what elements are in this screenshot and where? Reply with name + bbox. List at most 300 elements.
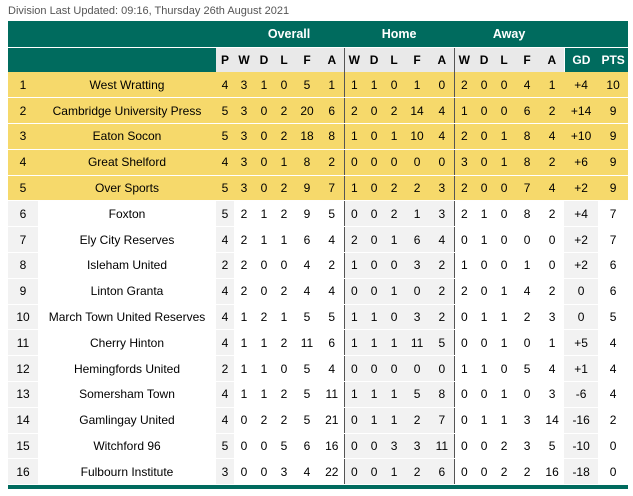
table-body	[8, 72, 628, 485]
home-l-cell: 0	[384, 72, 404, 98]
group-header-home: Home	[344, 21, 454, 48]
home-f-cell: 0	[404, 149, 430, 175]
played-cell: 4	[216, 227, 234, 253]
home-w-cell: 1	[344, 72, 364, 98]
points-cell: 9	[598, 149, 628, 175]
col-header-home-a: A	[430, 48, 454, 73]
home-f-cell: 11	[404, 330, 430, 356]
team-name-cell: Eaton Socon	[38, 124, 216, 150]
team-name-cell: Somersham Town	[38, 382, 216, 408]
home-f-cell: 3	[404, 304, 430, 330]
home-a-cell: 5	[430, 330, 454, 356]
home-l-cell: 1	[384, 278, 404, 304]
overall-f-cell: 6	[294, 433, 320, 459]
col-header-away-f: F	[514, 48, 540, 73]
table-row	[8, 356, 628, 382]
home-d-cell: 0	[364, 149, 384, 175]
home-f-cell: 2	[404, 407, 430, 433]
points-cell: 9	[598, 124, 628, 150]
home-d-cell: 0	[364, 98, 384, 124]
overall-w-cell: 3	[234, 175, 254, 201]
goal-difference-cell: +6	[564, 149, 598, 175]
played-cell: 4	[216, 278, 234, 304]
overall-f-cell: 4	[294, 459, 320, 485]
table-row	[8, 278, 628, 304]
home-a-cell: 11	[430, 433, 454, 459]
away-a-cell: 4	[540, 356, 564, 382]
away-f-cell: 8	[514, 149, 540, 175]
overall-d-cell: 0	[254, 278, 274, 304]
overall-d-cell: 0	[254, 459, 274, 485]
points-cell: 5	[598, 304, 628, 330]
position-cell: 10	[8, 304, 38, 330]
played-cell: 4	[216, 304, 234, 330]
overall-d-cell: 2	[254, 407, 274, 433]
away-f-cell: 0	[514, 330, 540, 356]
goal-difference-cell: +4	[564, 201, 598, 227]
team-name-cell: March Town United Reserves	[38, 304, 216, 330]
overall-f-cell: 4	[294, 278, 320, 304]
away-l-cell: 0	[494, 253, 514, 279]
played-cell: 5	[216, 124, 234, 150]
table-row	[8, 304, 628, 330]
overall-a-cell: 5	[320, 201, 344, 227]
away-l-cell: 1	[494, 330, 514, 356]
table-row	[8, 433, 628, 459]
home-f-cell: 5	[404, 382, 430, 408]
away-a-cell: 3	[540, 304, 564, 330]
overall-f-cell: 5	[294, 356, 320, 382]
overall-a-cell: 8	[320, 124, 344, 150]
table-row	[8, 72, 628, 98]
home-d-cell: 0	[364, 278, 384, 304]
away-f-cell: 0	[514, 227, 540, 253]
away-l-cell: 0	[494, 72, 514, 98]
points-cell: 7	[598, 227, 628, 253]
home-l-cell: 1	[384, 407, 404, 433]
home-a-cell: 6	[430, 459, 454, 485]
overall-l-cell: 2	[274, 382, 294, 408]
played-cell: 3	[216, 459, 234, 485]
played-cell: 5	[216, 175, 234, 201]
table-row	[8, 253, 628, 279]
overall-l-cell: 1	[274, 149, 294, 175]
overall-w-cell: 0	[234, 433, 254, 459]
home-f-cell: 6	[404, 227, 430, 253]
col-header-pos	[8, 48, 38, 73]
home-a-cell: 2	[430, 278, 454, 304]
away-w-cell: 0	[454, 382, 474, 408]
overall-w-cell: 2	[234, 253, 254, 279]
overall-l-cell: 2	[274, 124, 294, 150]
overall-d-cell: 0	[254, 98, 274, 124]
away-w-cell: 2	[454, 278, 474, 304]
table-row	[8, 330, 628, 356]
position-cell: 5	[8, 175, 38, 201]
col-header-overall-f: F	[294, 48, 320, 73]
points-cell: 9	[598, 175, 628, 201]
home-a-cell: 7	[430, 407, 454, 433]
goal-difference-cell: +4	[564, 72, 598, 98]
away-a-cell: 1	[540, 330, 564, 356]
away-l-cell: 1	[494, 407, 514, 433]
home-d-cell: 0	[364, 459, 384, 485]
home-w-cell: 0	[344, 459, 364, 485]
away-l-cell: 0	[494, 98, 514, 124]
home-f-cell: 3	[404, 253, 430, 279]
home-f-cell: 2	[404, 459, 430, 485]
home-d-cell: 1	[364, 407, 384, 433]
overall-a-cell: 2	[320, 149, 344, 175]
col-header-away-l: L	[494, 48, 514, 73]
played-cell: 4	[216, 72, 234, 98]
away-d-cell: 1	[474, 227, 494, 253]
overall-w-cell: 1	[234, 304, 254, 330]
overall-a-cell: 4	[320, 278, 344, 304]
position-cell: 7	[8, 227, 38, 253]
away-w-cell: 1	[454, 253, 474, 279]
col-header-pts: PTS	[598, 48, 628, 73]
home-l-cell: 2	[384, 98, 404, 124]
overall-l-cell: 1	[274, 227, 294, 253]
away-a-cell: 5	[540, 433, 564, 459]
home-l-cell: 0	[384, 304, 404, 330]
col-header-p: P	[216, 48, 234, 73]
home-l-cell: 0	[384, 253, 404, 279]
overall-a-cell: 2	[320, 253, 344, 279]
overall-d-cell: 0	[254, 253, 274, 279]
away-d-cell: 0	[474, 149, 494, 175]
home-l-cell: 1	[384, 330, 404, 356]
away-a-cell: 16	[540, 459, 564, 485]
overall-l-cell: 2	[274, 201, 294, 227]
team-name-cell: Over Sports	[38, 175, 216, 201]
overall-f-cell: 11	[294, 330, 320, 356]
goal-difference-cell: +2	[564, 175, 598, 201]
home-d-cell: 0	[364, 356, 384, 382]
home-a-cell: 3	[430, 175, 454, 201]
home-f-cell: 14	[404, 98, 430, 124]
home-w-cell: 1	[344, 175, 364, 201]
overall-a-cell: 22	[320, 459, 344, 485]
overall-f-cell: 8	[294, 149, 320, 175]
home-l-cell: 3	[384, 433, 404, 459]
away-f-cell: 4	[514, 278, 540, 304]
away-w-cell: 0	[454, 459, 474, 485]
position-cell: 16	[8, 459, 38, 485]
table-row	[8, 175, 628, 201]
home-l-cell: 1	[384, 382, 404, 408]
away-w-cell: 0	[454, 227, 474, 253]
team-name-cell: Fulbourn Institute	[38, 459, 216, 485]
home-d-cell: 1	[364, 72, 384, 98]
col-header-away-d: D	[474, 48, 494, 73]
team-name-cell: Linton Granta	[38, 278, 216, 304]
table-row	[8, 407, 628, 433]
away-f-cell: 3	[514, 407, 540, 433]
goal-difference-cell: +2	[564, 227, 598, 253]
overall-d-cell: 0	[254, 175, 274, 201]
overall-l-cell: 1	[274, 304, 294, 330]
away-d-cell: 0	[474, 382, 494, 408]
home-l-cell: 1	[384, 459, 404, 485]
away-l-cell: 2	[494, 433, 514, 459]
col-header-home-d: D	[364, 48, 384, 73]
team-name-cell: Gamlingay United	[38, 407, 216, 433]
home-w-cell: 1	[344, 382, 364, 408]
home-f-cell: 10	[404, 124, 430, 150]
played-cell: 4	[216, 407, 234, 433]
overall-f-cell: 20	[294, 98, 320, 124]
overall-w-cell: 3	[234, 149, 254, 175]
overall-d-cell: 1	[254, 382, 274, 408]
home-f-cell: 1	[404, 201, 430, 227]
overall-a-cell: 7	[320, 175, 344, 201]
away-w-cell: 2	[454, 201, 474, 227]
last-updated-text: Division Last Updated: 09:16, Thursday 26th August 2021	[8, 5, 290, 17]
table-row	[8, 201, 628, 227]
home-w-cell: 1	[344, 124, 364, 150]
home-a-cell: 0	[430, 72, 454, 98]
home-a-cell: 4	[430, 124, 454, 150]
group-header-blank	[8, 21, 234, 48]
points-cell: 6	[598, 253, 628, 279]
home-w-cell: 2	[344, 227, 364, 253]
overall-a-cell: 21	[320, 407, 344, 433]
away-d-cell: 1	[474, 407, 494, 433]
overall-f-cell: 4	[294, 253, 320, 279]
col-header-overall-l: L	[274, 48, 294, 73]
table-row	[8, 382, 628, 408]
home-a-cell: 2	[430, 253, 454, 279]
away-l-cell: 2	[494, 459, 514, 485]
away-f-cell: 8	[514, 201, 540, 227]
away-w-cell: 3	[454, 149, 474, 175]
overall-w-cell: 3	[234, 124, 254, 150]
away-l-cell: 1	[494, 382, 514, 408]
home-d-cell: 0	[364, 175, 384, 201]
col-header-overall-a: A	[320, 48, 344, 73]
away-w-cell: 0	[454, 407, 474, 433]
points-cell: 6	[598, 278, 628, 304]
points-cell: 9	[598, 98, 628, 124]
points-cell: 7	[598, 201, 628, 227]
home-d-cell: 0	[364, 124, 384, 150]
home-w-cell: 0	[344, 278, 364, 304]
home-a-cell: 0	[430, 356, 454, 382]
away-a-cell: 2	[540, 98, 564, 124]
col-header-home-f: F	[404, 48, 430, 73]
home-a-cell: 0	[430, 149, 454, 175]
away-a-cell: 0	[540, 253, 564, 279]
overall-l-cell: 5	[274, 433, 294, 459]
overall-f-cell: 9	[294, 201, 320, 227]
league-table	[8, 21, 628, 489]
away-l-cell: 1	[494, 124, 514, 150]
away-l-cell: 0	[494, 356, 514, 382]
away-l-cell: 1	[494, 304, 514, 330]
points-cell: 10	[598, 72, 628, 98]
away-w-cell: 0	[454, 330, 474, 356]
table-row	[8, 459, 628, 485]
home-d-cell: 0	[364, 201, 384, 227]
col-header-gd: GD	[564, 48, 598, 73]
home-f-cell: 1	[404, 72, 430, 98]
table-row	[8, 124, 628, 150]
overall-w-cell: 2	[234, 227, 254, 253]
overall-a-cell: 6	[320, 330, 344, 356]
table-row	[8, 227, 628, 253]
overall-l-cell: 2	[274, 278, 294, 304]
team-name-cell: Great Shelford	[38, 149, 216, 175]
home-w-cell: 2	[344, 98, 364, 124]
home-l-cell: 0	[384, 149, 404, 175]
overall-f-cell: 9	[294, 175, 320, 201]
col-header-overall-d: D	[254, 48, 274, 73]
position-cell: 3	[8, 124, 38, 150]
home-l-cell: 1	[384, 124, 404, 150]
away-d-cell: 0	[474, 98, 494, 124]
home-a-cell: 8	[430, 382, 454, 408]
position-cell: 15	[8, 433, 38, 459]
away-d-cell: 0	[474, 433, 494, 459]
team-name-cell: Witchford 96	[38, 433, 216, 459]
overall-l-cell: 2	[274, 98, 294, 124]
away-a-cell: 2	[540, 149, 564, 175]
home-w-cell: 1	[344, 330, 364, 356]
goal-difference-cell: -18	[564, 459, 598, 485]
away-f-cell: 1	[514, 253, 540, 279]
away-l-cell: 0	[494, 175, 514, 201]
overall-a-cell: 6	[320, 98, 344, 124]
goal-difference-cell: -10	[564, 433, 598, 459]
away-f-cell: 2	[514, 304, 540, 330]
overall-w-cell: 2	[234, 201, 254, 227]
points-cell: 4	[598, 382, 628, 408]
overall-l-cell: 0	[274, 72, 294, 98]
away-f-cell: 0	[514, 382, 540, 408]
overall-w-cell: 1	[234, 356, 254, 382]
goal-difference-cell: -16	[564, 407, 598, 433]
home-w-cell: 0	[344, 149, 364, 175]
overall-a-cell: 1	[320, 72, 344, 98]
goal-difference-cell: 0	[564, 304, 598, 330]
away-w-cell: 0	[454, 433, 474, 459]
away-a-cell: 3	[540, 382, 564, 408]
col-header-home-w: W	[344, 48, 364, 73]
goal-difference-cell: +2	[564, 253, 598, 279]
home-w-cell: 1	[344, 304, 364, 330]
overall-w-cell: 3	[234, 98, 254, 124]
col-header-home-l: L	[384, 48, 404, 73]
overall-l-cell: 0	[274, 356, 294, 382]
position-cell: 8	[8, 253, 38, 279]
goal-difference-cell: +5	[564, 330, 598, 356]
points-cell: 4	[598, 356, 628, 382]
overall-f-cell: 5	[294, 72, 320, 98]
home-l-cell: 1	[384, 227, 404, 253]
played-cell: 4	[216, 330, 234, 356]
home-d-cell: 1	[364, 330, 384, 356]
position-cell: 11	[8, 330, 38, 356]
home-f-cell: 0	[404, 278, 430, 304]
points-cell: 2	[598, 407, 628, 433]
overall-a-cell: 5	[320, 304, 344, 330]
overall-w-cell: 1	[234, 330, 254, 356]
team-name-cell: Cambridge University Press	[38, 98, 216, 124]
home-l-cell: 2	[384, 175, 404, 201]
overall-l-cell: 0	[274, 253, 294, 279]
away-l-cell: 0	[494, 201, 514, 227]
overall-f-cell: 5	[294, 304, 320, 330]
position-cell: 12	[8, 356, 38, 382]
away-f-cell: 2	[514, 459, 540, 485]
overall-d-cell: 1	[254, 330, 274, 356]
position-cell: 6	[8, 201, 38, 227]
team-name-cell: Foxton	[38, 201, 216, 227]
away-l-cell: 1	[494, 278, 514, 304]
away-a-cell: 2	[540, 278, 564, 304]
away-a-cell: 4	[540, 175, 564, 201]
home-w-cell: 0	[344, 407, 364, 433]
away-d-cell: 0	[474, 124, 494, 150]
played-cell: 2	[216, 253, 234, 279]
col-header-away-w: W	[454, 48, 474, 73]
away-f-cell: 5	[514, 356, 540, 382]
home-w-cell: 0	[344, 201, 364, 227]
away-f-cell: 3	[514, 433, 540, 459]
played-cell: 5	[216, 98, 234, 124]
played-cell: 5	[216, 433, 234, 459]
overall-f-cell: 5	[294, 382, 320, 408]
col-header-overall-w: W	[234, 48, 254, 73]
team-name-cell: West Wratting	[38, 72, 216, 98]
away-w-cell: 0	[454, 304, 474, 330]
played-cell: 5	[216, 201, 234, 227]
team-name-cell: Ely City Reserves	[38, 227, 216, 253]
away-w-cell: 2	[454, 124, 474, 150]
away-d-cell: 0	[474, 175, 494, 201]
away-a-cell: 1	[540, 72, 564, 98]
group-header-blank-right	[564, 21, 628, 48]
position-cell: 9	[8, 278, 38, 304]
away-l-cell: 0	[494, 227, 514, 253]
position-cell: 4	[8, 149, 38, 175]
position-cell: 13	[8, 382, 38, 408]
overall-a-cell: 4	[320, 356, 344, 382]
overall-d-cell: 1	[254, 201, 274, 227]
col-header-team	[38, 48, 216, 73]
home-d-cell: 1	[364, 382, 384, 408]
overall-d-cell: 0	[254, 433, 274, 459]
overall-d-cell: 1	[254, 227, 274, 253]
home-f-cell: 2	[404, 175, 430, 201]
away-a-cell: 0	[540, 227, 564, 253]
group-header-away: Away	[454, 21, 564, 48]
away-w-cell: 2	[454, 175, 474, 201]
overall-d-cell: 1	[254, 72, 274, 98]
points-cell: 0	[598, 459, 628, 485]
overall-w-cell: 1	[234, 382, 254, 408]
away-f-cell: 8	[514, 124, 540, 150]
team-name-cell: Isleham United	[38, 253, 216, 279]
away-w-cell: 2	[454, 72, 474, 98]
overall-f-cell: 6	[294, 227, 320, 253]
overall-d-cell: 0	[254, 124, 274, 150]
table-row	[8, 98, 628, 124]
group-header-overall: Overall	[234, 21, 344, 48]
away-w-cell: 1	[454, 356, 474, 382]
